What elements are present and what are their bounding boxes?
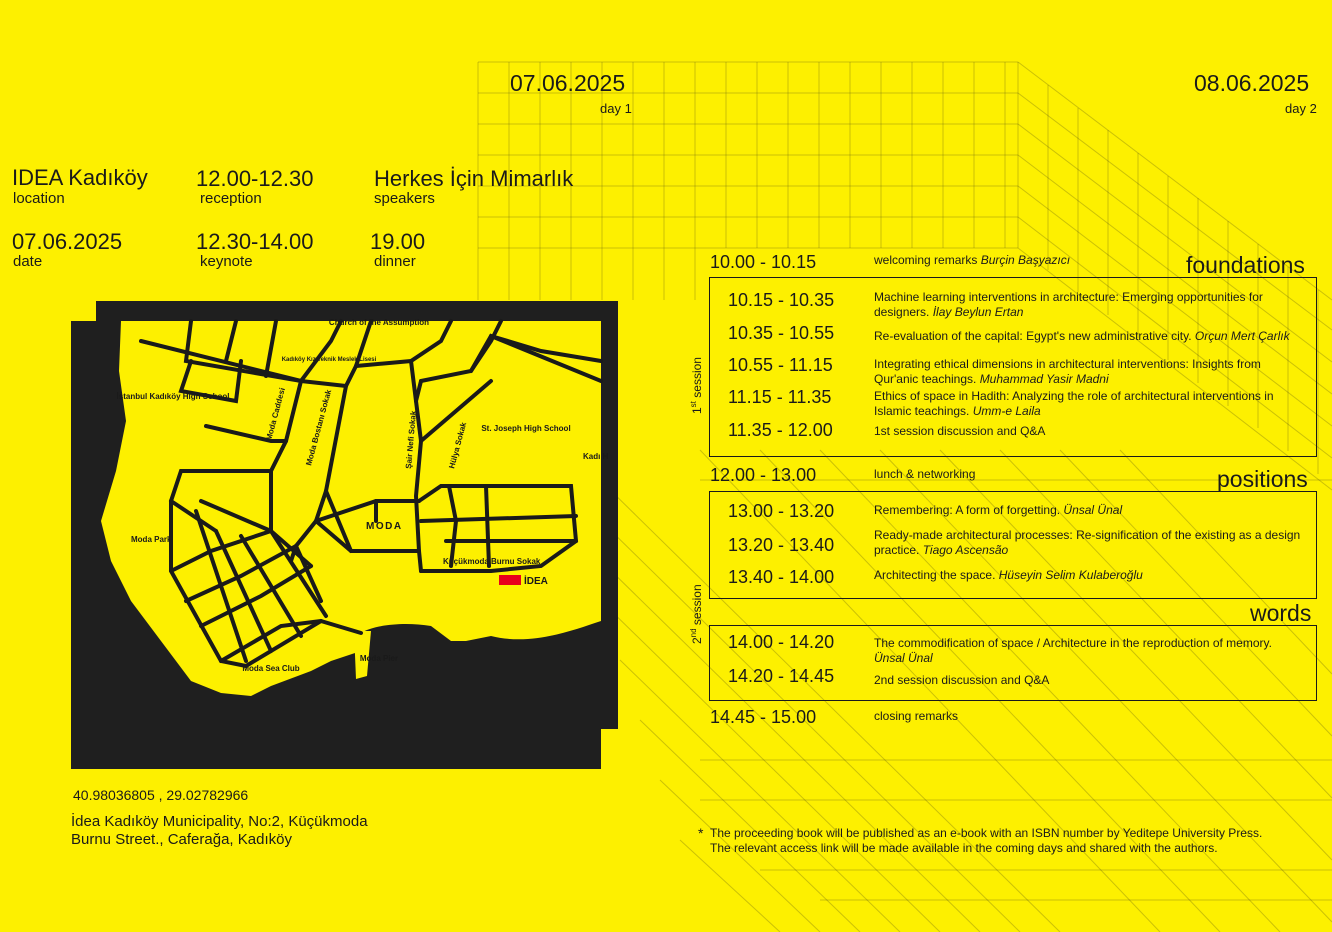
map-label-kadi: Kadı H [583,452,609,461]
date-value: 07.06.2025 [12,229,123,254]
reception-label: reception [200,190,262,207]
footnote [710,826,1262,856]
day1-date: 07.06.2025 [510,70,626,96]
map-label-pier: Moda Pier [359,654,399,663]
map-label-idea: İDEA [524,576,548,587]
map-label-istanbul-hs: İstanbul Kadıköy High School [116,392,230,401]
schedule-desc: Architecting the space. Hüseyin Selim Kulaberoğlu [874,568,1143,582]
location-label: location [13,190,65,207]
section-foundations: foundations [1186,252,1305,278]
session-2-label: 2nd session [689,584,704,644]
schedule-time: 13.40 - 14.00 [728,567,835,587]
map-label-moda-park: Moda Park [131,535,172,544]
dinner-label: dinner [374,253,416,270]
date-label: date [13,253,43,270]
map-label-moda: MODA [366,521,403,532]
schedule-desc: Integrating ethical dimensions in architectural interventions: Insights from Qur'anic teachings. Muhammad Yasir Madni [874,357,1261,386]
schedule-desc: The commodification of space / Architecture in the reproduction of memory. Ünsal Ünal [874,636,1272,665]
day2-date: 08.06.2025 [1194,70,1310,96]
speakers-label: speakers [374,190,435,207]
address-line-1: İdea Kadıköy Municipality, No:2, Küçükmoda [71,813,368,830]
schedule-desc: 2nd session discussion and Q&A [874,673,1050,687]
schedule-desc: welcoming remarks Burçin Başyazıcı [874,253,1071,267]
address-line-2: Burnu Street., Caferağa, Kadıköy [71,831,292,848]
footnote-line-2: The relevant access link will be made available in the coming days and shared with the authors. [710,841,1218,855]
schedule-time: 10.55 - 11.15 [728,355,833,375]
schedule-desc: closing remarks [874,709,959,723]
speakers-value: Herkes İçin Mimarlık [374,166,574,191]
reception-value: 12.00-12.30 [196,166,314,191]
map-label-moda-bostani: Moda Bostanı Sokak [304,388,334,467]
schedule-time: 13.00 - 13.20 [728,501,835,521]
schedule-desc: Ethics of space in Hadith: Analyzing the role of architectural interventions in Islamic teachings. Umm-e Laila [874,389,1274,418]
section-positions: positions [1217,466,1308,492]
schedule-time: 10.35 - 10.55 [728,323,835,343]
schedule-time: 10.15 - 10.35 [728,290,835,310]
dinner-value: 19.00 [370,229,426,254]
schedule-time: 14.20 - 14.45 [728,666,835,686]
schedule-desc: Re-evaluation of the capital: Egypt's new administrative city. Orçun Mert Çarlık [874,329,1290,343]
map-label-church: Church of the Assumption [328,318,430,327]
schedule-time: 12.00 - 13.00 [710,465,817,485]
map-label-hulya: Hülya Sokak [447,421,469,470]
keynote-value: 12.30-14.00 [196,229,314,254]
location-value: IDEA Kadıköy [12,165,148,190]
map-label-sea-club: Moda Sea Club [242,664,300,673]
location-map[interactable] [71,318,609,769]
footnote-star: * [698,825,704,841]
schedule-time: 14.00 - 14.20 [728,632,835,652]
schedule-desc: 1st session discussion and Q&A [874,424,1046,438]
map-label-kucukmoda: Küçükmoda Burnu Sokak [443,557,541,566]
schedule-time: 14.45 - 15.00 [710,707,817,727]
schedule-desc: Remembering: A form of forgetting. Ünsal Ünal [874,503,1123,517]
schedule-time: 11.35 - 12.00 [728,420,833,440]
map-label-sair-nefi: Şair Nefi Sokak [404,410,419,470]
address [71,813,368,849]
schedule-time: 13.20 - 13.40 [728,535,835,555]
schedule-desc: Ready-made architectural processes: Re-signification of the existing as a design practice. Tiago Ascensão [874,528,1301,557]
map-label-kiz-lisesi: Kadıköy Kız Teknik Meslek Lisesi [281,357,377,363]
section-words: words [1250,600,1312,626]
map-label-st-joseph: St. Joseph High School [481,424,571,433]
schedule-time: 11.15 - 11.35 [728,387,832,407]
keynote-label: keynote [200,253,253,270]
map-label-moda-caddesi: Moda Caddesi [264,386,287,442]
day2-label: day 2 [1285,101,1317,116]
idea-marker [499,575,521,585]
schedule-desc: lunch & networking [874,467,976,481]
day1-label: day 1 [600,101,632,116]
map-coordinates: 40.98036805 , 29.02782966 [73,787,249,803]
schedule-time: 10.00 - 10.15 [710,252,817,272]
schedule-desc: Machine learning interventions in architecture: Emerging opportunities for designers. İlay Beylun Ertan [874,290,1263,319]
session-1-label: 1st session [689,357,704,414]
footnote-line-1: The proceeding book will be published as an e-book with an ISBN number by Yeditepe University Press. [710,826,1263,840]
